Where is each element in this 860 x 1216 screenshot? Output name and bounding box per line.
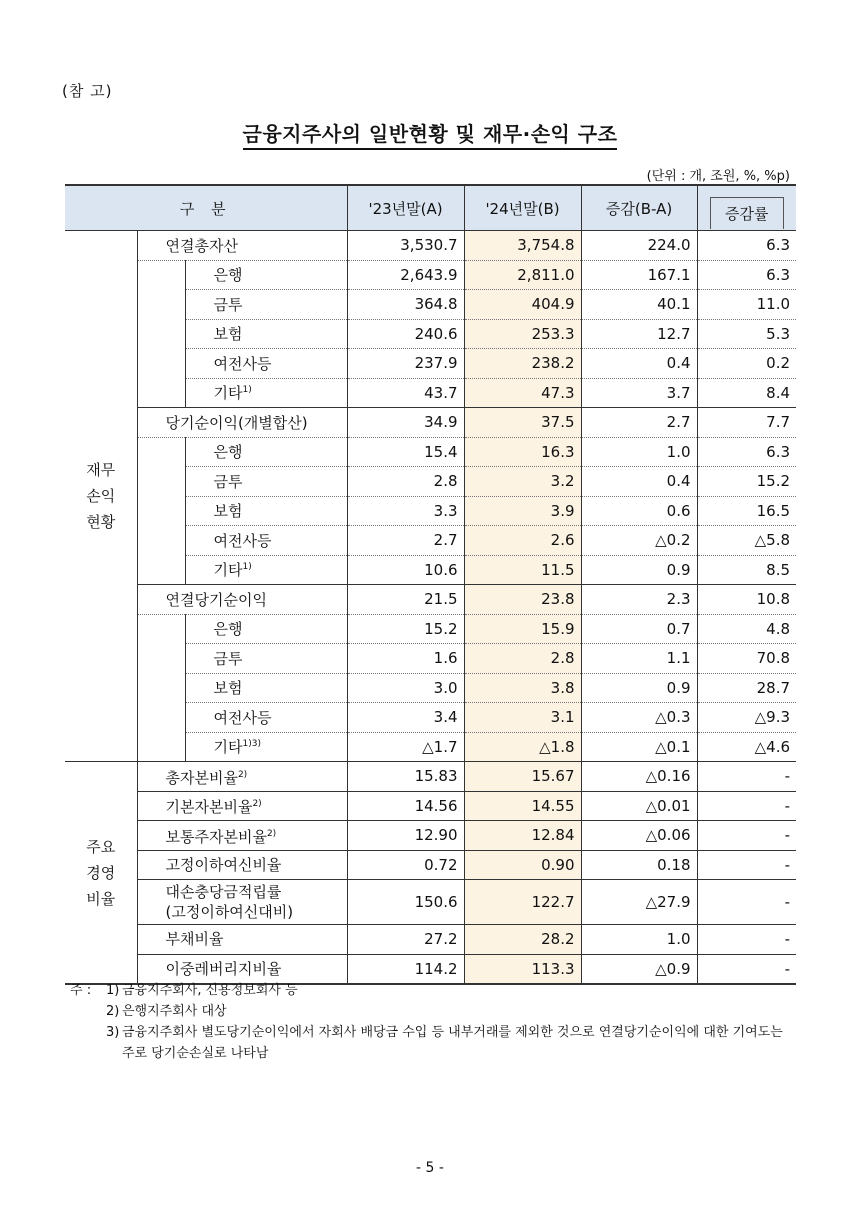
table-row [65,319,796,349]
table-row [65,762,796,792]
value-rate: 5.3 [697,319,796,349]
row-label: 부채비율 [137,925,347,955]
value-rate: △5.8 [697,526,796,556]
value-23: 2.7 [347,526,464,556]
value-23: △1.7 [347,732,464,762]
value-diff: 2.7 [581,408,697,438]
row-label: 기타$^{1)3)}$ [185,732,347,762]
value-rate: 6.3 [697,260,796,290]
table-row [65,290,796,320]
value-23: 114.2 [347,954,464,984]
value-rate: △9.3 [697,703,796,733]
value-24: 3,754.8 [464,231,581,261]
value-24: 37.5 [464,408,581,438]
table-row [65,437,796,467]
header-col-a: '23년말(A) [347,185,464,231]
value-23: 150.6 [347,880,464,925]
value-24: 238.2 [464,349,581,379]
row-label: 총자본비율$^{2)}$ [137,762,347,792]
table-row [65,614,796,644]
indent-cell [137,290,185,320]
table-row [65,260,796,290]
value-rate: 15.2 [697,467,796,497]
value-diff: 0.7 [581,614,697,644]
value-diff: 40.1 [581,290,697,320]
row-label: 연결당기순이익 [137,585,347,615]
value-diff: 0.9 [581,673,697,703]
row-label: 이중레버리지비율 [137,954,347,984]
value-rate: △4.6 [697,732,796,762]
value-24: 2.8 [464,644,581,674]
indent-cell [137,555,185,585]
row-label: 보험 [185,319,347,349]
footnote: 주 : 1) 금융지주회사, 신용정보회사 등 [70,983,298,998]
value-23: 2.8 [347,467,464,497]
value-24: 3.8 [464,673,581,703]
value-23: 43.7 [347,378,464,408]
row-label: 연결총자산 [137,231,347,261]
value-24: 28.2 [464,925,581,955]
footnotes [70,980,792,1064]
header-col-diff: 증감(B-A) [581,185,697,231]
table-row [65,821,796,851]
row-label: 금투 [185,644,347,674]
value-23: 3,530.7 [347,231,464,261]
value-rate: 70.8 [697,644,796,674]
value-rate: - [697,821,796,851]
table-row [65,925,796,955]
indent-cell [137,319,185,349]
value-diff: 0.4 [581,467,697,497]
value-diff: 224.0 [581,231,697,261]
value-24: 3.1 [464,703,581,733]
table-header-row [65,185,796,231]
table-row [65,673,796,703]
value-diff: 3.7 [581,378,697,408]
value-24: 14.55 [464,791,581,821]
value-diff: △0.1 [581,732,697,762]
value-diff: 1.0 [581,437,697,467]
row-label: 여전사등 [185,526,347,556]
value-diff: 2.3 [581,585,697,615]
table-row [65,585,796,615]
row-label: 은행 [185,437,347,467]
row-label: 여전사등 [185,703,347,733]
table-row [65,555,796,585]
indent-cell [137,260,185,290]
table-row [65,231,796,261]
row-label: 금투 [185,290,347,320]
row-label: 보험 [185,496,347,526]
value-rate: - [697,850,796,880]
table-row [65,880,796,925]
indent-cell [137,673,185,703]
row-label: 은행 [185,260,347,290]
value-24: 2.6 [464,526,581,556]
indent-cell [137,496,185,526]
value-23: 12.90 [347,821,464,851]
table-row [65,703,796,733]
value-23: 237.9 [347,349,464,379]
value-diff: 0.18 [581,850,697,880]
header-col-rate: 증감률 [697,185,796,231]
footnote: 3) 금융지주회사 별도당기순이익에서 자회사 배당금 수입 등 내부거래를 제외한 것으로 연결당기순이익에 대한 기여도는 주로 당기순손실로 나타남 [106,1025,783,1061]
value-rate: 7.7 [697,408,796,438]
value-23: 3.0 [347,673,464,703]
value-rate: 8.4 [697,378,796,408]
value-24: △1.8 [464,732,581,762]
value-23: 364.8 [347,290,464,320]
value-diff: 1.0 [581,925,697,955]
indent-cell [137,378,185,408]
row-label: 기타$^{1)}$ [185,555,347,585]
group-ratio: 주요 경영 비율 [65,762,137,985]
value-24: 12.84 [464,821,581,851]
value-diff: 0.4 [581,349,697,379]
row-label: 기본자본비율$^{2)}$ [137,791,347,821]
value-rate: 0.2 [697,349,796,379]
value-rate: 6.3 [697,231,796,261]
value-diff: 167.1 [581,260,697,290]
table-row [65,526,796,556]
value-rate: - [697,762,796,792]
value-24: 253.3 [464,319,581,349]
indent-cell [137,614,185,644]
table-row [65,644,796,674]
value-24: 23.8 [464,585,581,615]
value-24: 113.3 [464,954,581,984]
table-row [65,467,796,497]
table-row [65,408,796,438]
value-rate: - [697,954,796,984]
value-diff: 1.1 [581,644,697,674]
value-rate: 10.8 [697,585,796,615]
value-24: 47.3 [464,378,581,408]
value-rate: 6.3 [697,437,796,467]
value-diff: 12.7 [581,319,697,349]
value-diff: △0.06 [581,821,697,851]
value-24: 404.9 [464,290,581,320]
value-23: 15.4 [347,437,464,467]
value-rate: 28.7 [697,673,796,703]
indent-cell [137,349,185,379]
value-23: 14.56 [347,791,464,821]
value-rate: 11.0 [697,290,796,320]
row-label: 금투 [185,467,347,497]
value-diff: △0.01 [581,791,697,821]
value-diff: 0.9 [581,555,697,585]
value-23: 2,643.9 [347,260,464,290]
value-24: 16.3 [464,437,581,467]
value-diff: 0.6 [581,496,697,526]
table-row [65,496,796,526]
value-23: 1.6 [347,644,464,674]
value-23: 15.2 [347,614,464,644]
row-label: 기타$^{1)}$ [185,378,347,408]
value-rate: - [697,925,796,955]
row-label: 보험 [185,673,347,703]
value-23: 240.6 [347,319,464,349]
value-24: 11.5 [464,555,581,585]
value-rate: 8.5 [697,555,796,585]
value-23: 21.5 [347,585,464,615]
header-category: 구 분 [65,185,347,231]
value-23: 34.9 [347,408,464,438]
value-23: 15.83 [347,762,464,792]
page-number: - 5 - [416,1160,444,1176]
value-24: 15.67 [464,762,581,792]
reference-label: (참 고) [62,82,113,100]
row-label: 당기순이익(개별합산) [137,408,347,438]
unit-note: (단위 : 개, 조원, %, %p) [646,169,790,184]
value-diff: △0.9 [581,954,697,984]
value-rate: 4.8 [697,614,796,644]
value-24: 3.2 [464,467,581,497]
value-24: 0.90 [464,850,581,880]
financial-holding-table [65,184,796,985]
row-label: 여전사등 [185,349,347,379]
value-24: 2,811.0 [464,260,581,290]
value-diff: △0.3 [581,703,697,733]
value-24: 15.9 [464,614,581,644]
indent-cell [137,703,185,733]
value-rate: - [697,791,796,821]
table-row [65,850,796,880]
group-finance: 재무 손익 현황 [65,231,137,762]
value-23: 10.6 [347,555,464,585]
table-row [65,349,796,379]
row-label: 보통주자본비율$^{2)}$ [137,821,347,851]
value-diff: △0.2 [581,526,697,556]
indent-cell [137,467,185,497]
header-col-b: '24년말(B) [464,185,581,231]
indent-cell [137,437,185,467]
table-row [65,791,796,821]
row-label: 은행 [185,614,347,644]
value-23: 0.72 [347,850,464,880]
page-title: 금융지주사의 일반현황 및 재무·손익 구조 [0,118,860,147]
table-row [65,732,796,762]
indent-cell [137,732,185,762]
value-23: 3.4 [347,703,464,733]
row-label: 고정이하여신비율 [137,850,347,880]
value-23: 27.2 [347,925,464,955]
value-diff: △27.9 [581,880,697,925]
value-rate: 16.5 [697,496,796,526]
table-row [65,378,796,408]
value-24: 3.9 [464,496,581,526]
value-diff: △0.16 [581,762,697,792]
footnote: 2) 은행지주회사 대상 [106,1004,227,1019]
indent-cell [137,644,185,674]
value-rate: - [697,880,796,925]
indent-cell [137,526,185,556]
value-24: 122.7 [464,880,581,925]
value-23: 3.3 [347,496,464,526]
row-label: 대손충당금적립률 (고정이하여신대비) [137,880,347,925]
